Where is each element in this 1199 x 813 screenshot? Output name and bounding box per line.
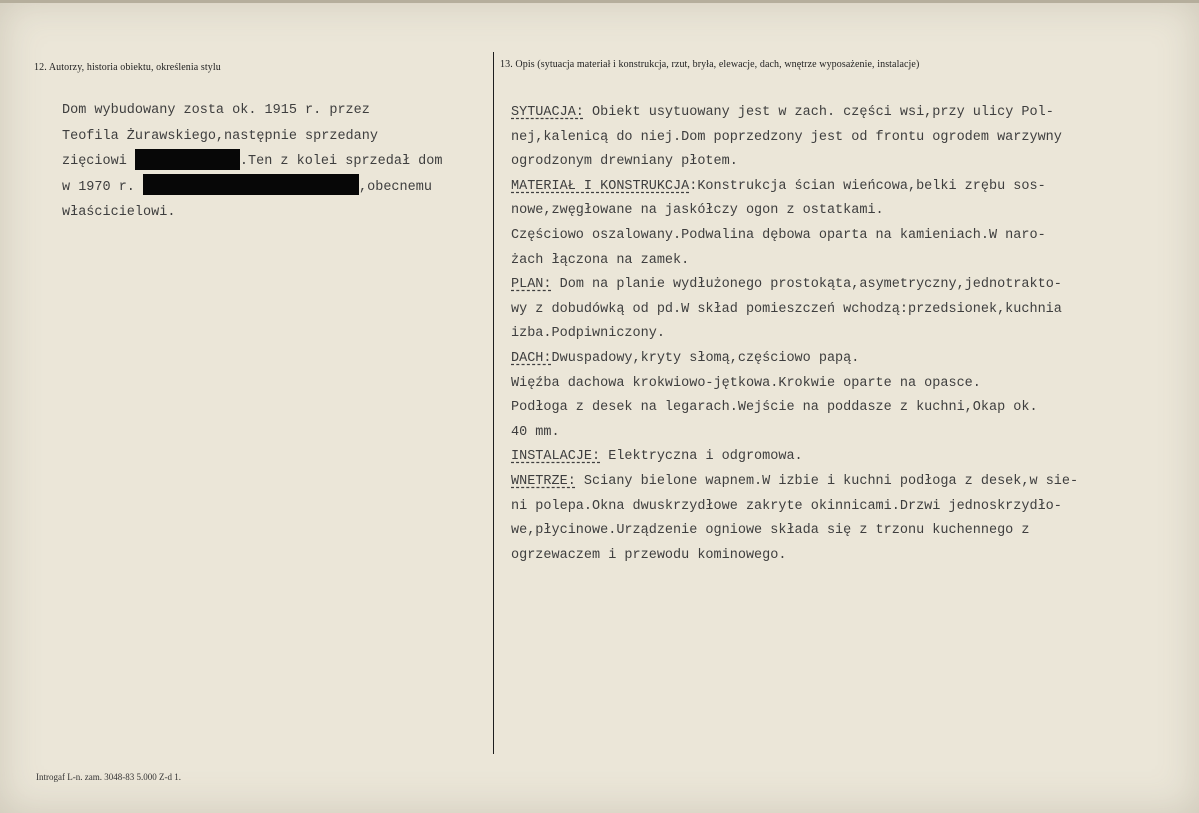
- history-line: właścicielowi.: [62, 205, 176, 220]
- description-line: Więźba dachowa krokwiowo-jętkowa.Krokwie oparte na opasce.: [511, 375, 981, 391]
- description-line: [511, 445, 1078, 470]
- printer-imprint: Introgaf L-n. zam. 3048-83 5.000 Z-d 1.: [36, 772, 181, 782]
- description-text: [511, 101, 1078, 568]
- history-line: [62, 175, 442, 201]
- description-line: ni polepa.Okna dwuskrzydłowe zakryte okinnicami.Drzwi jednoskrzydło-: [511, 498, 1062, 514]
- history-line: [62, 149, 442, 175]
- description-line: Częściowo oszalowany.Podwalina dębowa oparta na kamieniach.W naro-: [511, 227, 1046, 243]
- history-fragment: ,obecnemu: [359, 179, 432, 195]
- material-label: MATERIAŁ I KONSTRUKCJA: [511, 178, 690, 194]
- history-fragment: zięciowi: [62, 154, 127, 169]
- description-line: 40 mm.: [511, 424, 560, 440]
- description-fragment: Dwuspadowy,kryty słomą,częściowo papą.: [551, 350, 860, 366]
- column-divider: [493, 52, 494, 754]
- roof-label: DACH:: [511, 350, 552, 366]
- description-fragment: Dom na planie wydłużonego prostokąta,asymetryczny,jednotrakto-: [551, 277, 1062, 293]
- description-line: ogrodzonym drewniany płotem.: [511, 154, 738, 170]
- plan-label: PLAN:: [511, 277, 552, 293]
- installations-label: INSTALACJE:: [511, 449, 601, 465]
- description-line: [511, 101, 1078, 126]
- description-line: żach łączona na zamek.: [511, 252, 690, 268]
- history-text: [62, 98, 442, 226]
- sheet-edge: [0, 0, 1199, 3]
- description-line: ogrzewaczem i przewodu kominowego.: [511, 547, 787, 563]
- description-fragment: Elektryczna i odgromowa.: [600, 449, 803, 465]
- description-line: nowe,zwęgłowane na jaskółczy ogon z ostatkami.: [511, 203, 884, 219]
- history-line: Teofila Żurawskiego,następnie sprzedany: [62, 128, 378, 144]
- description-line: we,płycinowe.Urządzenie ogniowe składa się z trzonu kuchennego z: [511, 523, 1030, 539]
- description-line: Podłoga z desek na legarach.Wejście na poddasze z kuchni,Okap ok.: [511, 400, 1038, 416]
- history-line: Dom wybudowany zosta ok. 1915 r. przez: [62, 103, 370, 118]
- description-line: [511, 470, 1078, 495]
- description-fragment: :Konstrukcja ścian wieńcowa,belki zrębu sos-: [689, 178, 1046, 194]
- description-fragment: Sciany bielone wapnem.W izbie i kuchni podłoga z desek,w sie-: [575, 473, 1079, 489]
- section-12-heading: 12. Autorzy, historia obiektu, określenia stylu: [34, 62, 221, 73]
- history-fragment: .Ten z kolei sprzedał dom: [239, 154, 443, 169]
- situation-label: SYTUACJA:: [511, 105, 584, 120]
- redaction-bar: [135, 149, 240, 170]
- interior-label: WNETRZE:: [511, 473, 576, 489]
- history-fragment: w 1970 r.: [62, 179, 135, 195]
- redaction-bar: [143, 174, 359, 195]
- description-line: nej,kalenicą do niej.Dom poprzedzony jest od frontu ogrodem warzywny: [511, 129, 1062, 145]
- description-line: [511, 347, 1078, 372]
- description-fragment: Obiekt usytuowany jest w zach. części wsi,przy ulicy Pol-: [583, 105, 1054, 120]
- description-line: izba.Podpiwniczony.: [511, 326, 665, 342]
- description-line: [511, 273, 1078, 298]
- description-line: [511, 175, 1078, 200]
- section-13-heading: 13. Opis (sytuacja materiał i konstrukcja, rzut, bryła, elewacje, dach, wnętrze wyposażenie, instalacje): [500, 59, 920, 70]
- description-line: wy z dobudówką od pd.W skład pomieszczeń wchodzą:przedsionek,kuchnia: [511, 301, 1062, 317]
